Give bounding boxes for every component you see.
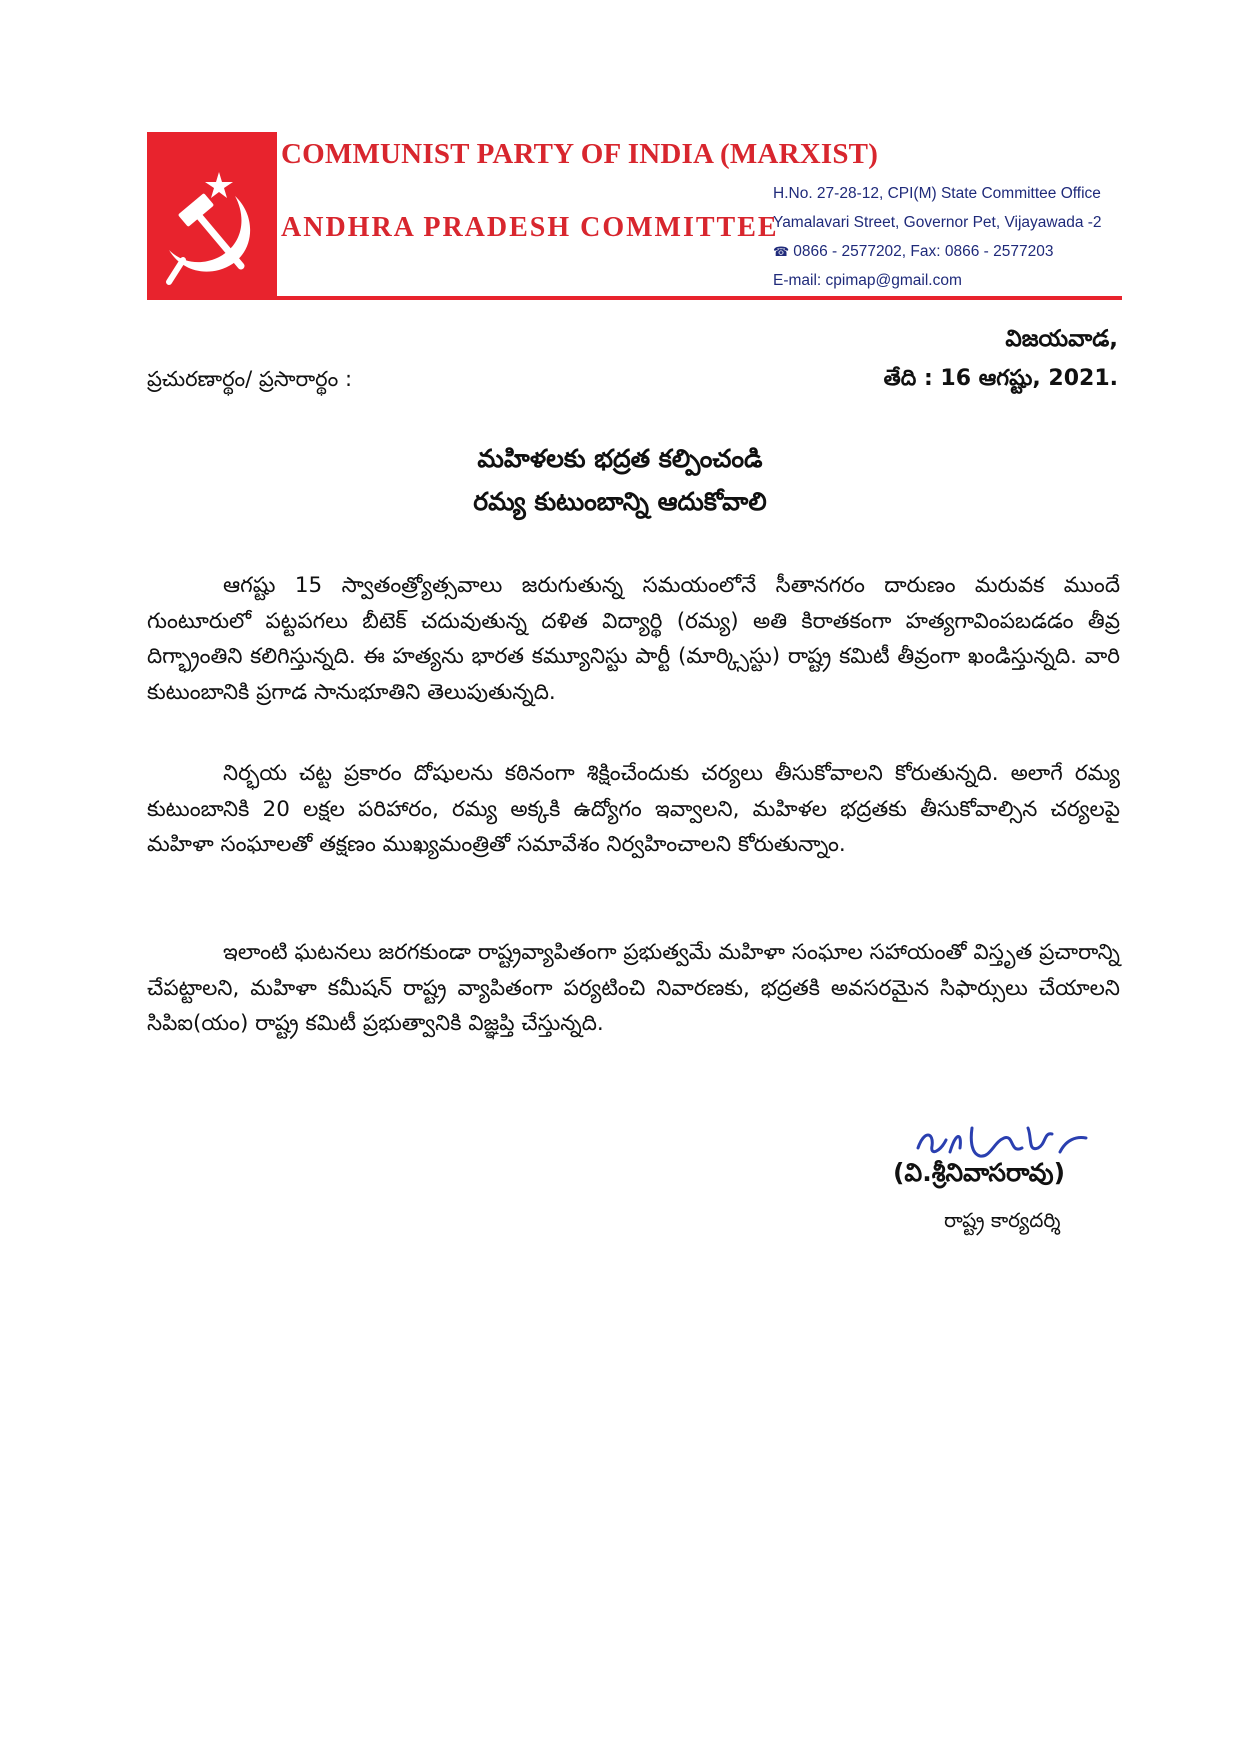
email-line: E-mail: cpimap@gmail.com <box>773 272 962 289</box>
body-paragraph-3: ఇలాంటి ఘటనలు జరగకుండా రాష్ట్రవ్యాపితంగా ప్రభుత్వమే మహిళా సంఘాల సహాయంతో విస్తృత ప్రచారాన్ని చేపట్టాలని, మహిళా కమీషన్ రాష్ట్ర వ్యాపితంగా పర్యటించి నివారణకు, భద్రతకి అవసరమైన సిఫార్సులు చేయాలని సిపిఐ(యం) రాష్ట్ర కమిటీ ప్రభుత్వానికి విజ్ఞప్తి చేస్తున్నది. <box>147 940 1120 1036</box>
body-paragraph-2: నిర్భయ చట్ట ప్రకారం దోషులను కఠినంగా శిక్షించేందుకు చర్యలు తీసుకోవాలని కోరుతున్నది. అలాగే రమ్య కుటుంబానికి 20 లక్షల పరిహారం, రమ్య అక్కకి ఉద్యోగం ఇవ్వాలని, మహిళల భద్రతకు తీసుకోవాల్సిన చర్యలపై మహిళా సంఘాలతో తక్షణం ముఖ్యమంత్రితో సమావేశం నిర్వహించాలని కోరుతున్నాం. <box>147 761 1120 857</box>
party-name: COMMUNIST PARTY OF INDIA (MARXIST) <box>281 138 879 170</box>
header-rule <box>277 296 1122 300</box>
star-icon <box>205 172 233 198</box>
hammer-sickle-icon <box>147 132 277 300</box>
phone-line <box>773 243 1053 261</box>
phone-fax-text: 0866 - 2577202, Fax: 0866 - 2577203 <box>793 243 1054 260</box>
address-line-1: H.No. 27-28-12, CPI(M) State Committee Office <box>773 185 1101 202</box>
date-line: తేది : 16 ఆగష్టు, 2021. <box>883 366 1118 391</box>
committee-name: ANDHRA PRADESH COMMITTEE <box>281 212 779 243</box>
body-paragraph-1: ఆగష్టు 15 స్వాతంత్ర్యోత్సవాలు జరుగుతున్న సమయంలోనే సీతానగరం దారుణం మరువక ముందే గుంటూరులో పట్టపగలు బీటెక్ చదువుతున్న దళిత విద్యార్థి (రమ్య) అతి కిరాతకంగా హత్యగావింపబడడం తీవ్ర దిగ్భ్రాంతిని కలిగిస్తున్నది. ఈ హత్యను భారత కమ్యూనిస్టు పార్టీ (మార్క్సిస్టు) రాష్ట్ర కమిటీ తీవ్రంగా ఖండిస్తున్నది. వారి కుటుంబానికి ప్రగాడ సానుభూతిని తెలుపుతున్నది. <box>147 573 1120 705</box>
address-line-2: Yamalavari Street, Governor Pet, Vijayawada -2 <box>773 214 1102 231</box>
release-label: ప్రచురణార్థం/ ప్రసారార్థం : <box>147 367 353 391</box>
party-logo <box>147 132 277 300</box>
signer-name: (వి.శ్రీనివాసరావు) <box>893 1158 1065 1187</box>
headline-line-2: రమ్య కుటుంబాన్ని ఆదుకోవాలి <box>473 487 767 516</box>
place-name: విజయవాడ, <box>1005 326 1118 352</box>
telephone-icon: ☎ <box>773 244 790 259</box>
headline-line-1: మహిళలకు భద్రత కల్పించండి <box>477 444 763 473</box>
signer-designation: రాష్ట్ర కార్యదర్శి <box>944 1208 1061 1232</box>
